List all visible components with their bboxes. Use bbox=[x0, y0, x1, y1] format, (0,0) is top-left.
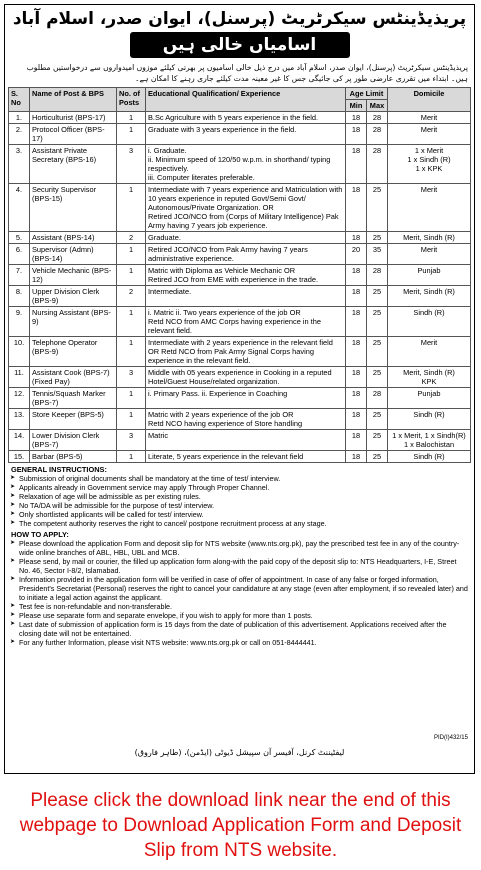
row-post-name: Tennis/Squash Marker (BPS-7) bbox=[30, 388, 117, 409]
row-domicile: Merit, Sindh (R) KPK bbox=[388, 367, 471, 388]
row-domicile: Merit, Sindh (R) bbox=[388, 232, 471, 244]
advertisement bbox=[4, 4, 475, 774]
row-posts: 3 bbox=[117, 145, 146, 184]
row-education: Graduate. bbox=[146, 232, 346, 244]
row-age-min: 18 bbox=[346, 409, 367, 430]
list-item: ➤ Please use separate form and separate envelope, if you wish to apply for more than 1 posts. bbox=[19, 611, 468, 620]
row-age-max: 25 bbox=[367, 307, 388, 337]
table-row bbox=[9, 409, 471, 430]
table-row bbox=[9, 337, 471, 367]
list-item: ➤ Submission of original documents shall be mandatory at the time of test/ interview. bbox=[19, 474, 468, 483]
urdu-signature: لیفٹیننٹ کرنل، آفیسر آن سپیشل ڈیوٹی (ایڈمن)، (طاہر فاروق) bbox=[134, 748, 345, 757]
row-posts: 1 bbox=[117, 184, 146, 232]
list-item: ➤ Please download the application Form and deposit slip for NTS website (www.nts.org.pk), pay the prescribed test fee in any of the country-wide online branches of ABL, HBL, UBL and MCB. bbox=[19, 539, 468, 557]
row-age-max: 28 bbox=[367, 112, 388, 124]
row-posts: 2 bbox=[117, 232, 146, 244]
row-age-min: 18 bbox=[346, 307, 367, 337]
col-posts: No. of Posts bbox=[117, 88, 146, 112]
row-age-min: 20 bbox=[346, 244, 367, 265]
row-sno: 11. bbox=[9, 367, 30, 388]
row-education: i. Primary Pass. ii. Experience in Coaching bbox=[146, 388, 346, 409]
row-posts: 2 bbox=[117, 286, 146, 307]
row-domicile: Merit bbox=[388, 124, 471, 145]
col-age: Age Limit bbox=[346, 88, 388, 100]
vacancies-banner: اسامیاں خالی ہیں bbox=[130, 32, 350, 58]
row-age-min: 18 bbox=[346, 232, 367, 244]
table-row bbox=[9, 184, 471, 232]
row-domicile: Sindh (R) bbox=[388, 307, 471, 337]
row-posts: 1 bbox=[117, 388, 146, 409]
row-post-name: Security Supervisor (BPS-15) bbox=[30, 184, 117, 232]
row-sno: 8. bbox=[9, 286, 30, 307]
row-age-max: 25 bbox=[367, 286, 388, 307]
list-item: ➤ Applicants already in Government service may apply Through Proper Channel. bbox=[19, 483, 468, 492]
table-row bbox=[9, 112, 471, 124]
vacancies-table bbox=[8, 87, 471, 463]
row-age-max: 35 bbox=[367, 244, 388, 265]
list-item: ➤ No TA/DA will be admissible for the purpose of test/ interview. bbox=[19, 501, 468, 510]
row-age-max: 28 bbox=[367, 124, 388, 145]
row-education: Intermediate with 7 years experience and Matriculation with 10 years experience in reputed Govt/Semi Govt/ Autonomous/Private Organization. OR Retired JCO/NCO from (Corps of Military Intelligence) Pak Army having 7 years job experience. bbox=[146, 184, 346, 232]
row-post-name: Upper Division Clerk (BPS-9) bbox=[30, 286, 117, 307]
row-education: B.Sc Agriculture with 5 years experience in the field. bbox=[146, 112, 346, 124]
row-education: Retired JCO/NCO from Pak Army having 7 years administrative experience. bbox=[146, 244, 346, 265]
row-domicile: 1 x Merit 1 x Sindh (R) 1 x KPK bbox=[388, 145, 471, 184]
row-domicile: Merit bbox=[388, 184, 471, 232]
row-posts: 1 bbox=[117, 409, 146, 430]
col-domicile: Domicile bbox=[388, 88, 471, 112]
row-age-min: 18 bbox=[346, 367, 367, 388]
urdu-intro: پریذیڈینٹس سیکرٹریٹ (پرسنل)، ایوان صدر، اسلام آباد میں درج ذیل خالی اسامیوں پر بھرتی کیلئے موزوں امیدواروں سے درخواستیں مطلوب ہیں۔ ابتداء میں تقرری عارضی طور پر کی جائیگی جس کا غیر معینہ مدت کیلئے جاری رہنے کا امکان ہے۔ bbox=[26, 63, 468, 83]
row-age-min: 18 bbox=[346, 451, 367, 463]
row-education: Literate, 5 years experience in the relevant field bbox=[146, 451, 346, 463]
pid-number: PID(I)432/15 bbox=[433, 735, 468, 741]
row-sno: 6. bbox=[9, 244, 30, 265]
row-age-min: 18 bbox=[346, 112, 367, 124]
row-age-min: 18 bbox=[346, 430, 367, 451]
col-education: Educational Qualification/ Experience bbox=[146, 88, 346, 112]
row-post-name: Nursing Assistant (BPS-9) bbox=[30, 307, 117, 337]
table-row bbox=[9, 307, 471, 337]
table-row bbox=[9, 265, 471, 286]
col-sno: S. No bbox=[9, 88, 30, 112]
row-education: Middle with 05 years experience in Cooking in a reputed Hotel/Guest House/related organization. bbox=[146, 367, 346, 388]
general-instructions-title: GENERAL INSTRUCTIONS: bbox=[11, 465, 107, 474]
list-item: ➤ Only shortlisted applicants will be called for test/ interview. bbox=[19, 510, 468, 519]
row-domicile: Merit bbox=[388, 337, 471, 367]
row-posts: 3 bbox=[117, 430, 146, 451]
list-item: ➤ Relaxation of age will be admissible as per existing rules. bbox=[19, 492, 468, 501]
how-to-apply-list bbox=[5, 539, 474, 647]
row-post-name: Assistant Cook (BPS-7) (Fixed Pay) bbox=[30, 367, 117, 388]
table-row bbox=[9, 367, 471, 388]
col-post: Name of Post & BPS bbox=[30, 88, 117, 112]
row-education: Intermediate with 2 years experience in the relevant field OR Retd NCO from Pak Army Signal Corps having experience in the relevant field. bbox=[146, 337, 346, 367]
row-posts: 1 bbox=[117, 244, 146, 265]
general-instructions-list bbox=[5, 474, 474, 528]
col-age-min: Min bbox=[346, 100, 367, 112]
row-education: Matric with Diploma as Vehicle Mechanic OR Retired JCO from EME with experience in the trade. bbox=[146, 265, 346, 286]
row-education: i. Matric ii. Two years experience of the job OR Retd NCO from AMC Corps having experience in the relevant field. bbox=[146, 307, 346, 337]
row-post-name: Supervisor (Admn) (BPS-14) bbox=[30, 244, 117, 265]
row-age-min: 18 bbox=[346, 388, 367, 409]
list-item: ➤ Please send, by mail or courier, the filled up application form along-with the paid copy of the deposit slip to: NTS Headquarters, I-E, Street No. 46, Sector I-8/2, Islamabad. bbox=[19, 557, 468, 575]
row-post-name: Assistant (BPS-14) bbox=[30, 232, 117, 244]
row-age-max: 25 bbox=[367, 232, 388, 244]
table-row bbox=[9, 430, 471, 451]
row-age-max: 25 bbox=[367, 184, 388, 232]
row-age-max: 25 bbox=[367, 430, 388, 451]
row-domicile: Punjab bbox=[388, 265, 471, 286]
table-row bbox=[9, 451, 471, 463]
row-age-min: 18 bbox=[346, 337, 367, 367]
row-post-name: Assistant Private Secretary (BPS-16) bbox=[30, 145, 117, 184]
row-age-max: 25 bbox=[367, 451, 388, 463]
row-posts: 1 bbox=[117, 112, 146, 124]
list-item: ➤ Test fee is non-refundable and non-transferable. bbox=[19, 602, 468, 611]
row-education: Matric bbox=[146, 430, 346, 451]
row-post-name: Telephone Operator (BPS-9) bbox=[30, 337, 117, 367]
row-post-name: Barbar (BPS-5) bbox=[30, 451, 117, 463]
row-posts: 1 bbox=[117, 124, 146, 145]
row-domicile: Merit, Sindh (R) bbox=[388, 286, 471, 307]
row-posts: 1 bbox=[117, 265, 146, 286]
row-post-name: Vehicle Mechanic (BPS-12) bbox=[30, 265, 117, 286]
row-sno: 13. bbox=[9, 409, 30, 430]
row-age-min: 18 bbox=[346, 145, 367, 184]
row-sno: 10. bbox=[9, 337, 30, 367]
row-posts: 1 bbox=[117, 451, 146, 463]
row-post-name: Lower Division Clerk (BPS-7) bbox=[30, 430, 117, 451]
row-post-name: Protocol Officer (BPS-17) bbox=[30, 124, 117, 145]
row-age-max: 28 bbox=[367, 145, 388, 184]
row-posts: 1 bbox=[117, 337, 146, 367]
row-age-max: 28 bbox=[367, 388, 388, 409]
row-sno: 14. bbox=[9, 430, 30, 451]
row-posts: 3 bbox=[117, 367, 146, 388]
row-domicile: Punjab bbox=[388, 388, 471, 409]
row-sno: 3. bbox=[9, 145, 30, 184]
row-post-name: Horticulturist (BPS-17) bbox=[30, 112, 117, 124]
table-row bbox=[9, 124, 471, 145]
download-notice: Please click the download link near the end of this webpage to Download Application Form and Deposit Slip from NTS website. bbox=[19, 790, 462, 861]
row-education: Matric with 2 years experience of the job OR Retd NCO having experience of Store handling bbox=[146, 409, 346, 430]
row-age-min: 18 bbox=[346, 124, 367, 145]
row-age-max: 25 bbox=[367, 337, 388, 367]
list-item: ➤ The competent authority reserves the right to cancel/ postpone recruitment process at any stage. bbox=[19, 519, 468, 528]
row-post-name: Store Keeper (BPS-5) bbox=[30, 409, 117, 430]
row-sno: 1. bbox=[9, 112, 30, 124]
table-row bbox=[9, 286, 471, 307]
row-domicile: Sindh (R) bbox=[388, 409, 471, 430]
row-age-max: 25 bbox=[367, 367, 388, 388]
row-education: Intermediate. bbox=[146, 286, 346, 307]
row-age-min: 18 bbox=[346, 184, 367, 232]
row-domicile: Merit bbox=[388, 244, 471, 265]
row-sno: 4. bbox=[9, 184, 30, 232]
how-to-apply-title: HOW TO APPLY: bbox=[11, 530, 69, 539]
row-sno: 15. bbox=[9, 451, 30, 463]
table-row bbox=[9, 388, 471, 409]
list-item: ➤ Last date of submission of application form is 15 days from the date of publication of this advertisement. Applications received after the closing date will not be entertained. bbox=[19, 620, 468, 638]
row-sno: 7. bbox=[9, 265, 30, 286]
table-row bbox=[9, 145, 471, 184]
row-age-min: 18 bbox=[346, 265, 367, 286]
row-posts: 1 bbox=[117, 307, 146, 337]
list-item: ➤ Information provided in the application form will be verified in case of offer of appointment. In case of any false or forged information, President's Secretariat (Personal) reserves the right to cancel your candidature at any stage (even after employment, if so revealed later) and to initiate a legal action against the applicant. bbox=[19, 575, 468, 602]
row-age-min: 18 bbox=[346, 286, 367, 307]
list-item: ➤ For any further Information, please visit NTS website: www.nts.org.pk or call on 051-8444441. bbox=[19, 638, 468, 647]
row-sno: 5. bbox=[9, 232, 30, 244]
row-education: i. Graduate. ii. Minimum speed of 120/50 w.p.m. in shorthand/ typing respectively. iii. Computer literates preferable. bbox=[146, 145, 346, 184]
table-row bbox=[9, 232, 471, 244]
row-sno: 2. bbox=[9, 124, 30, 145]
col-age-max: Max bbox=[367, 100, 388, 112]
row-sno: 12. bbox=[9, 388, 30, 409]
urdu-title: پریذیڈینٹس سیکرٹریٹ (پرسنل)، ایوان صدر، اسلام آباد bbox=[12, 9, 467, 29]
row-domicile: Sindh (R) bbox=[388, 451, 471, 463]
row-education: Graduate with 3 years experience in the field. bbox=[146, 124, 346, 145]
row-age-max: 25 bbox=[367, 409, 388, 430]
row-domicile: Merit bbox=[388, 112, 471, 124]
table-row bbox=[9, 244, 471, 265]
row-domicile: 1 x Merit, 1 x Sindh(R) 1 x Balochistan bbox=[388, 430, 471, 451]
row-sno: 9. bbox=[9, 307, 30, 337]
row-age-max: 28 bbox=[367, 265, 388, 286]
